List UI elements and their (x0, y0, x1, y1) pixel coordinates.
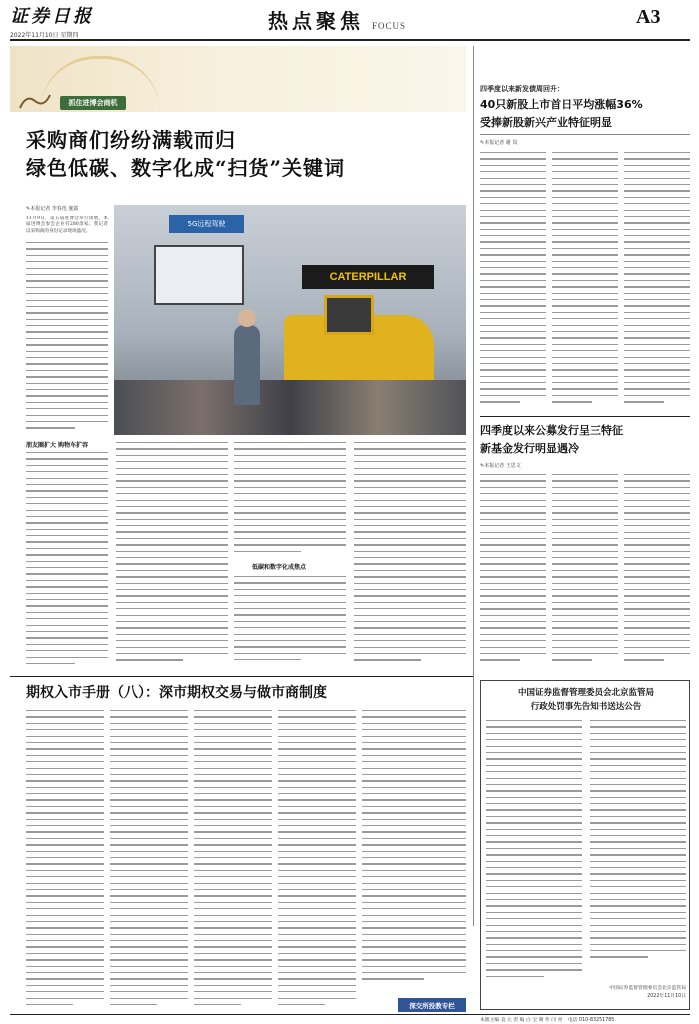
right-top-kicker: 四季度以来新发债周回升： (480, 85, 564, 93)
header-rule (10, 39, 690, 41)
lead-col4-body (354, 442, 466, 670)
lead-headline-2: 绿色低碳、数字化成“扫货”关键词 (26, 156, 346, 180)
pen-icon: ✎ (480, 463, 485, 469)
right-top-rule (480, 134, 690, 135)
banner-label-text: 抓住进博会商机 (68, 99, 118, 107)
footer-rule (10, 1014, 690, 1015)
lead-col1-intro (26, 216, 108, 438)
right-mid-col3 (624, 474, 690, 674)
right-mid-col1 (480, 474, 546, 674)
notice-headline-2: 行政处罚事先告知书送达公告 (530, 702, 642, 712)
right-mid-col2 (552, 474, 618, 674)
options-col3 (194, 710, 272, 1010)
right-top-byline (480, 139, 517, 146)
right-top-col3 (624, 152, 690, 412)
footer-phone: 电话 010-83251785 (567, 1018, 615, 1023)
right-top-col1 (480, 152, 546, 412)
footer-credits-text: 本版主编 袁 元 责 编 白 宝 制 作 闫 亮 (480, 1018, 563, 1023)
right-mid-byline (480, 462, 521, 469)
lead-byline (26, 205, 78, 212)
banner-label (60, 96, 126, 110)
right-mid-headline-2: 新基金发行明显遇冷 (480, 442, 579, 455)
lead-byline-text: 本报记者 李春莲 施露 (30, 206, 79, 212)
notice-col2 (590, 720, 686, 968)
notice-sign: 中国证券监督管理委员会北京监管局 (609, 986, 686, 991)
options-top-rule (10, 676, 473, 677)
vertical-divider (473, 46, 474, 926)
photo-crowd (114, 380, 466, 435)
masthead-logo: 证券日报 (10, 6, 94, 27)
logo-icon (18, 92, 52, 110)
right-mid-headline-1: 四季度以来公募发行呈三特征 (480, 424, 623, 437)
investor-edu-tag-text: 深交所投教专栏 (409, 1001, 455, 1010)
lead-col1-body (26, 452, 108, 672)
photo-brand-sign (302, 265, 434, 289)
right-mid-byline-text: 本报记者 王思文 (484, 463, 521, 469)
right-top-col2 (552, 152, 618, 412)
lead-intro-text: 11月9日，第五届进博会举行闭展，本届进博会参会企业有280余家。我记者以采购商的身份记录现场盛况。 (26, 216, 108, 234)
investor-edu-tag (398, 998, 466, 1012)
pen-icon: ✎ (26, 206, 31, 212)
lead-photo (114, 205, 466, 435)
options-col2 (110, 710, 188, 1010)
right-top-headline-1: 40只新股上市首日平均涨幅36% (480, 98, 643, 111)
right-top-headline-2: 受捧新股新兴产业特征明显 (480, 116, 612, 129)
lead-headline-1: 采购商们纷纷满载而归 (26, 128, 236, 152)
banner-logo-icon (18, 92, 52, 110)
photo-person (234, 325, 260, 405)
right-mid-top-rule (480, 416, 690, 417)
photo-person-head (238, 309, 256, 327)
photo-booth-text: 5G远程驾驶 (187, 220, 226, 228)
photo-machine-cab (324, 295, 374, 335)
lead-col3-body-b (234, 576, 346, 670)
pen-icon: ✎ (480, 140, 485, 146)
notice-date: 2022年11月10日 (647, 994, 686, 999)
notice-headline-1: 中国证券监督管理委员会北京监管局 (517, 688, 654, 698)
lead-col2-body (116, 442, 228, 670)
date-line: 2022年11月10日 星期四 (10, 32, 79, 39)
options-col1 (26, 710, 104, 1010)
lead-col3-body-a (234, 442, 346, 558)
right-top-byline-text: 本报记者 谢 岚 (484, 140, 518, 146)
lead-subhead-2: 低碳和数字化成焦点 (252, 564, 307, 571)
section-title-en: FOCUS (372, 21, 407, 31)
notice-col1 (486, 720, 582, 988)
options-col4 (278, 710, 356, 1010)
footer-credits (480, 1016, 614, 1023)
masthead (10, 6, 120, 30)
section-title (268, 6, 406, 34)
photo-booth-sign (169, 215, 244, 233)
photo-brand-text: CATERPILLAR (329, 271, 407, 283)
page-number: A3 (636, 6, 661, 28)
photo-screen (154, 245, 244, 305)
section-title-cn: 热点聚焦 (268, 9, 364, 33)
options-col5 (362, 710, 466, 992)
lead-subhead-1: 朋友圈扩大 购物车扩容 (26, 442, 89, 449)
options-headline: 期权入市手册（八）：深市期权交易与做市商制度 (26, 685, 327, 701)
